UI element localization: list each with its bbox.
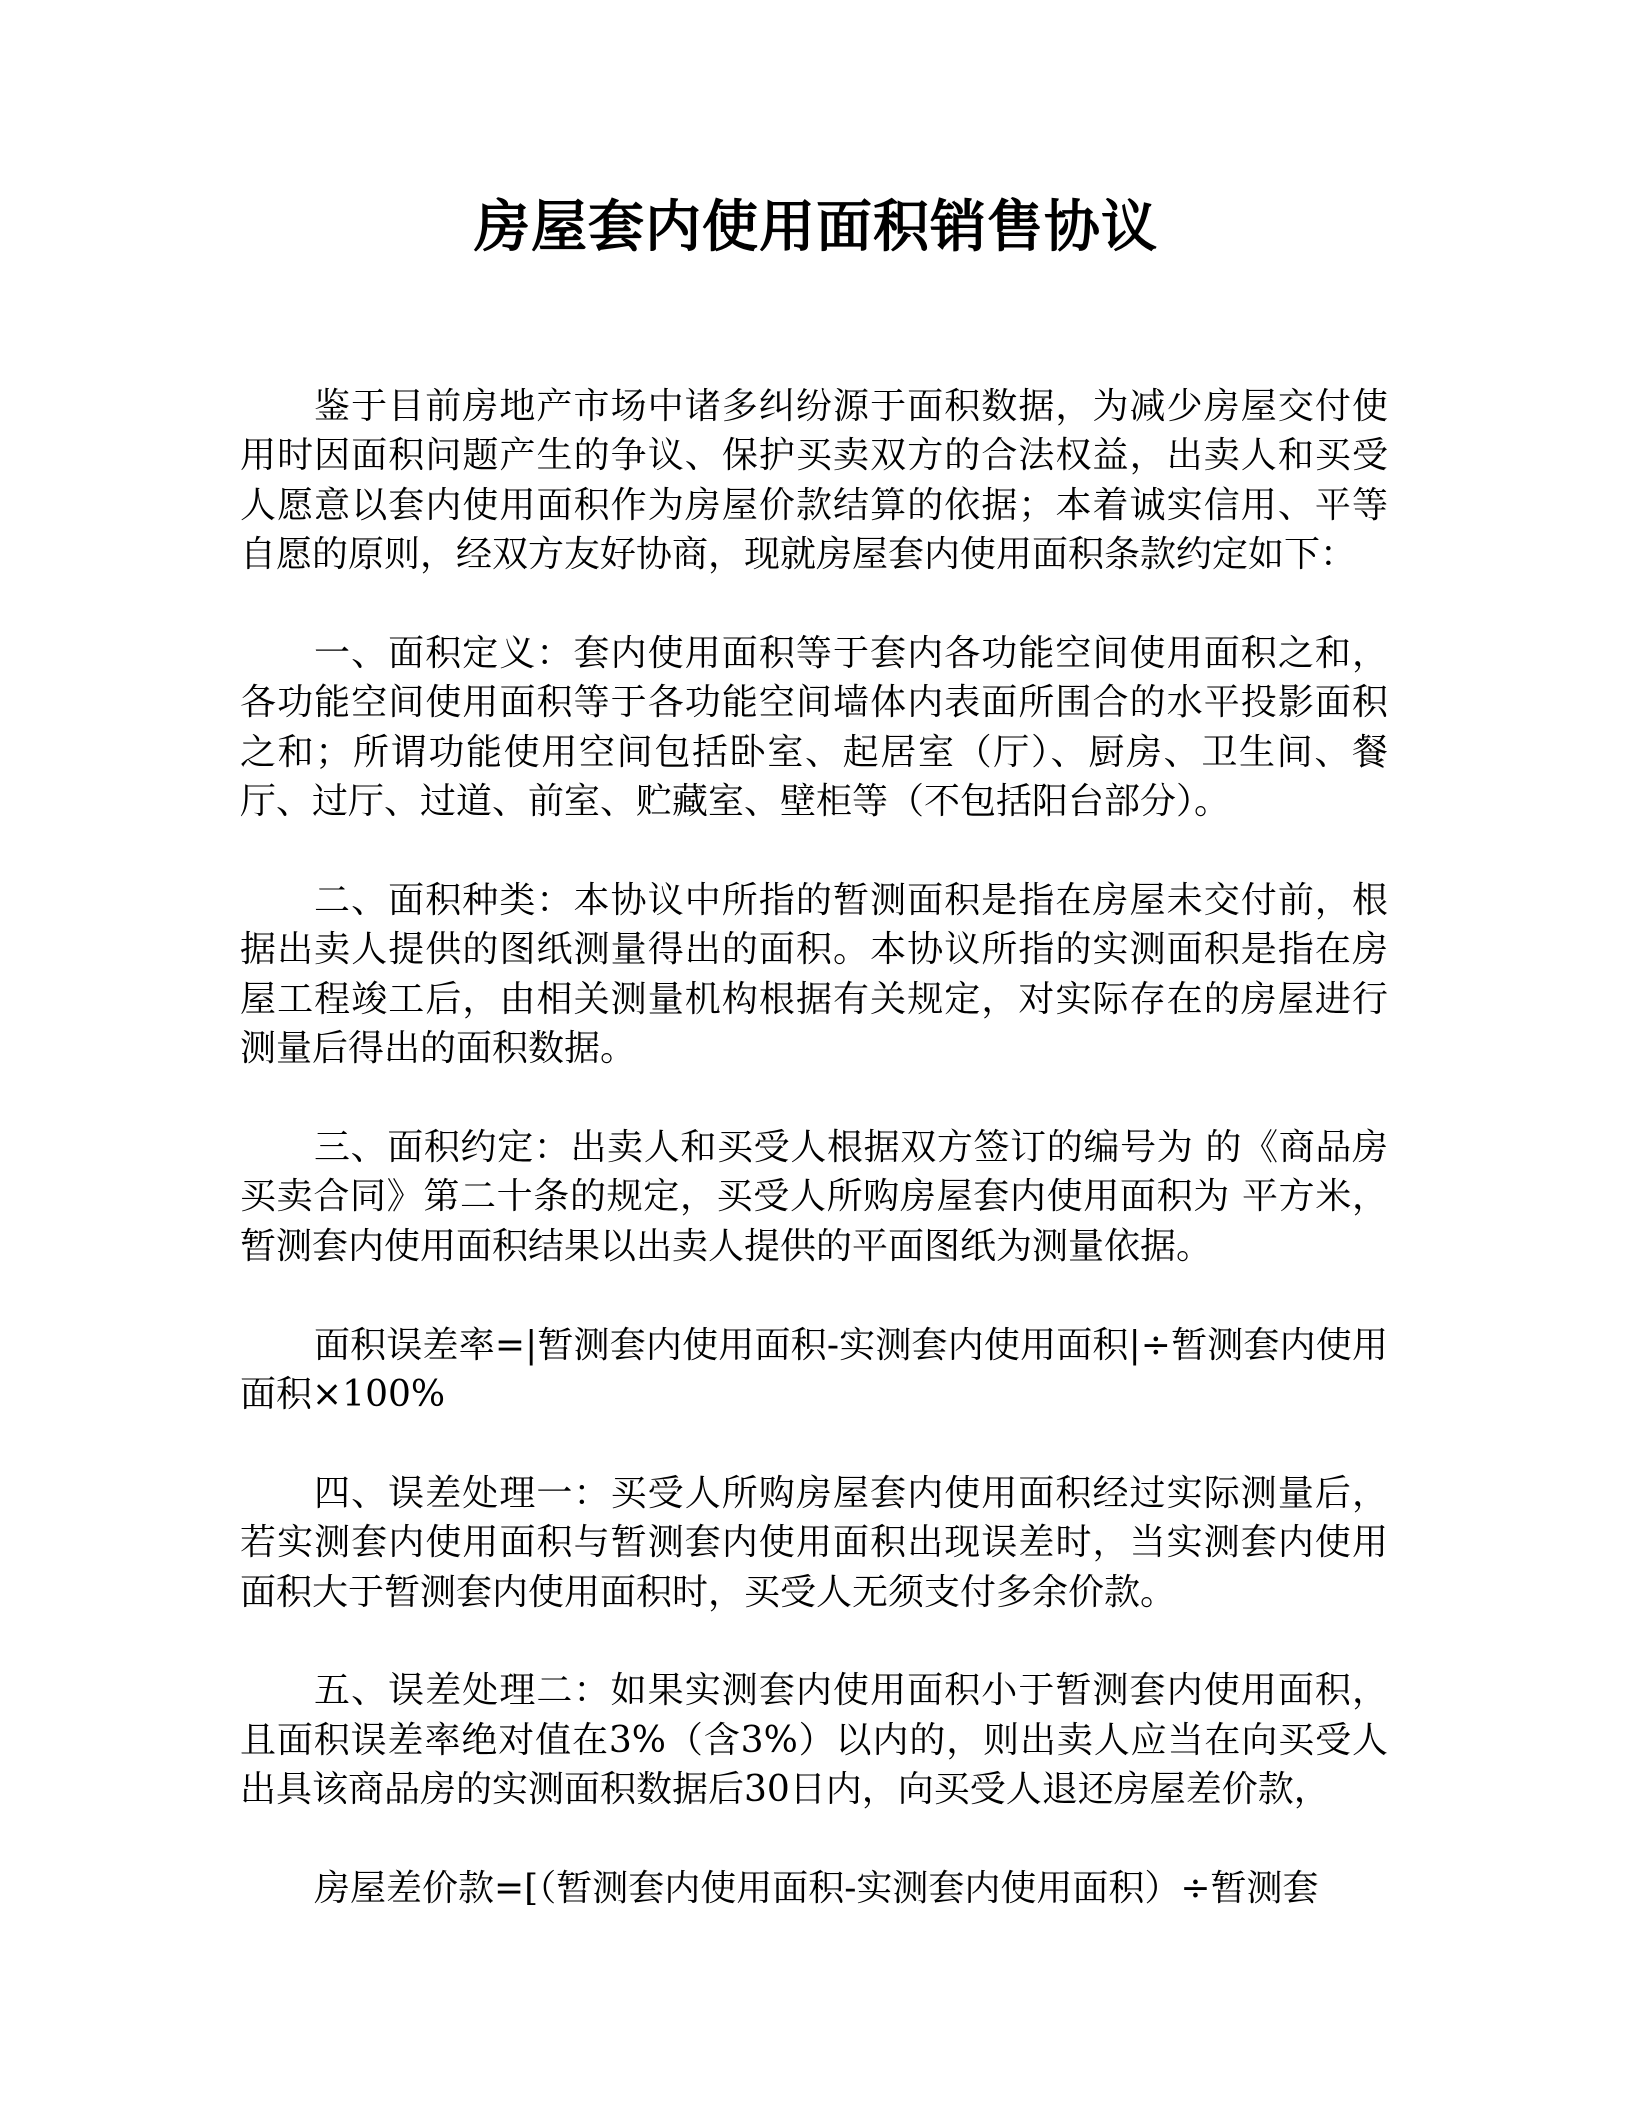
paragraph-price-difference-formula: 房屋差价款=[（暂测套内使用面积-实测套内使用面积）÷暂测套: [314, 1868, 1319, 1910]
document-title: 房屋套内使用面积销售协议: [474, 195, 1158, 260]
paragraph-error-handling-two: 五、误差处理二：如果实测套内使用面积小于暂测套内使用面积，且面积误差率绝对值在3%（含3%）以内的，则出卖人应当在向买受人出具该商品房的实测面积数据后30日内，向买受人退还房屋差价款，: [240, 1670, 1388, 1811]
paragraph-preamble: 鉴于目前房地产市场中诸多纠纷源于面积数据，为减少房屋交付使用时因面积问题产生的争议、保护买卖双方的合法权益，出卖人和买受人愿意以套内使用面积作为房屋价款结算的依据；本着诚实信用、平等自愿的原则，经双方友好协商，现就房屋套内使用面积条款约定如下：: [240, 386, 1388, 576]
paragraph-area-types: 二、面积种类：本协议中所指的暂测面积是指在房屋未交付前，根据出卖人提供的图纸测量得出的面积。本协议所指的实测面积是指在房屋工程竣工后，由相关测量机构根据有关规定，对实际存在的房屋进行测量后得出的面积数据。: [240, 880, 1388, 1070]
paragraph-area-definition: 一、面积定义：套内使用面积等于套内各功能空间使用面积之和，各功能空间使用面积等于各功能空间墙体内表面所围合的水平投影面积之和；所谓功能使用空间包括卧室、起居室（厅）、厨房、卫生间、餐厅、过厅、过道、前室、贮藏室、壁柜等（不包括阳台部分）。: [240, 633, 1388, 823]
paragraph-area-agreement: 三、面积约定：出卖人和买受人根据双方签订的编号为 的《商品房买卖合同》第二十条的规定，买受人所购房屋套内使用面积为 平方米，暂测套内使用面积结果以出卖人提供的平面图纸为测量依据。: [240, 1127, 1388, 1267]
paragraph-error-handling-one: 四、误差处理一：买受人所购房屋套内使用面积经过实际测量后，若实测套内使用面积与暂测套内使用面积出现误差时，当实测套内使用面积大于暂测套内使用面积时，买受人无须支付多余价款。: [240, 1472, 1388, 1613]
paragraph-error-rate-formula: 面积误差率=|暂测套内使用面积-实测套内使用面积|÷暂测套内使用面积×100%: [240, 1324, 1388, 1416]
document-body: [240, 382, 1388, 1963]
